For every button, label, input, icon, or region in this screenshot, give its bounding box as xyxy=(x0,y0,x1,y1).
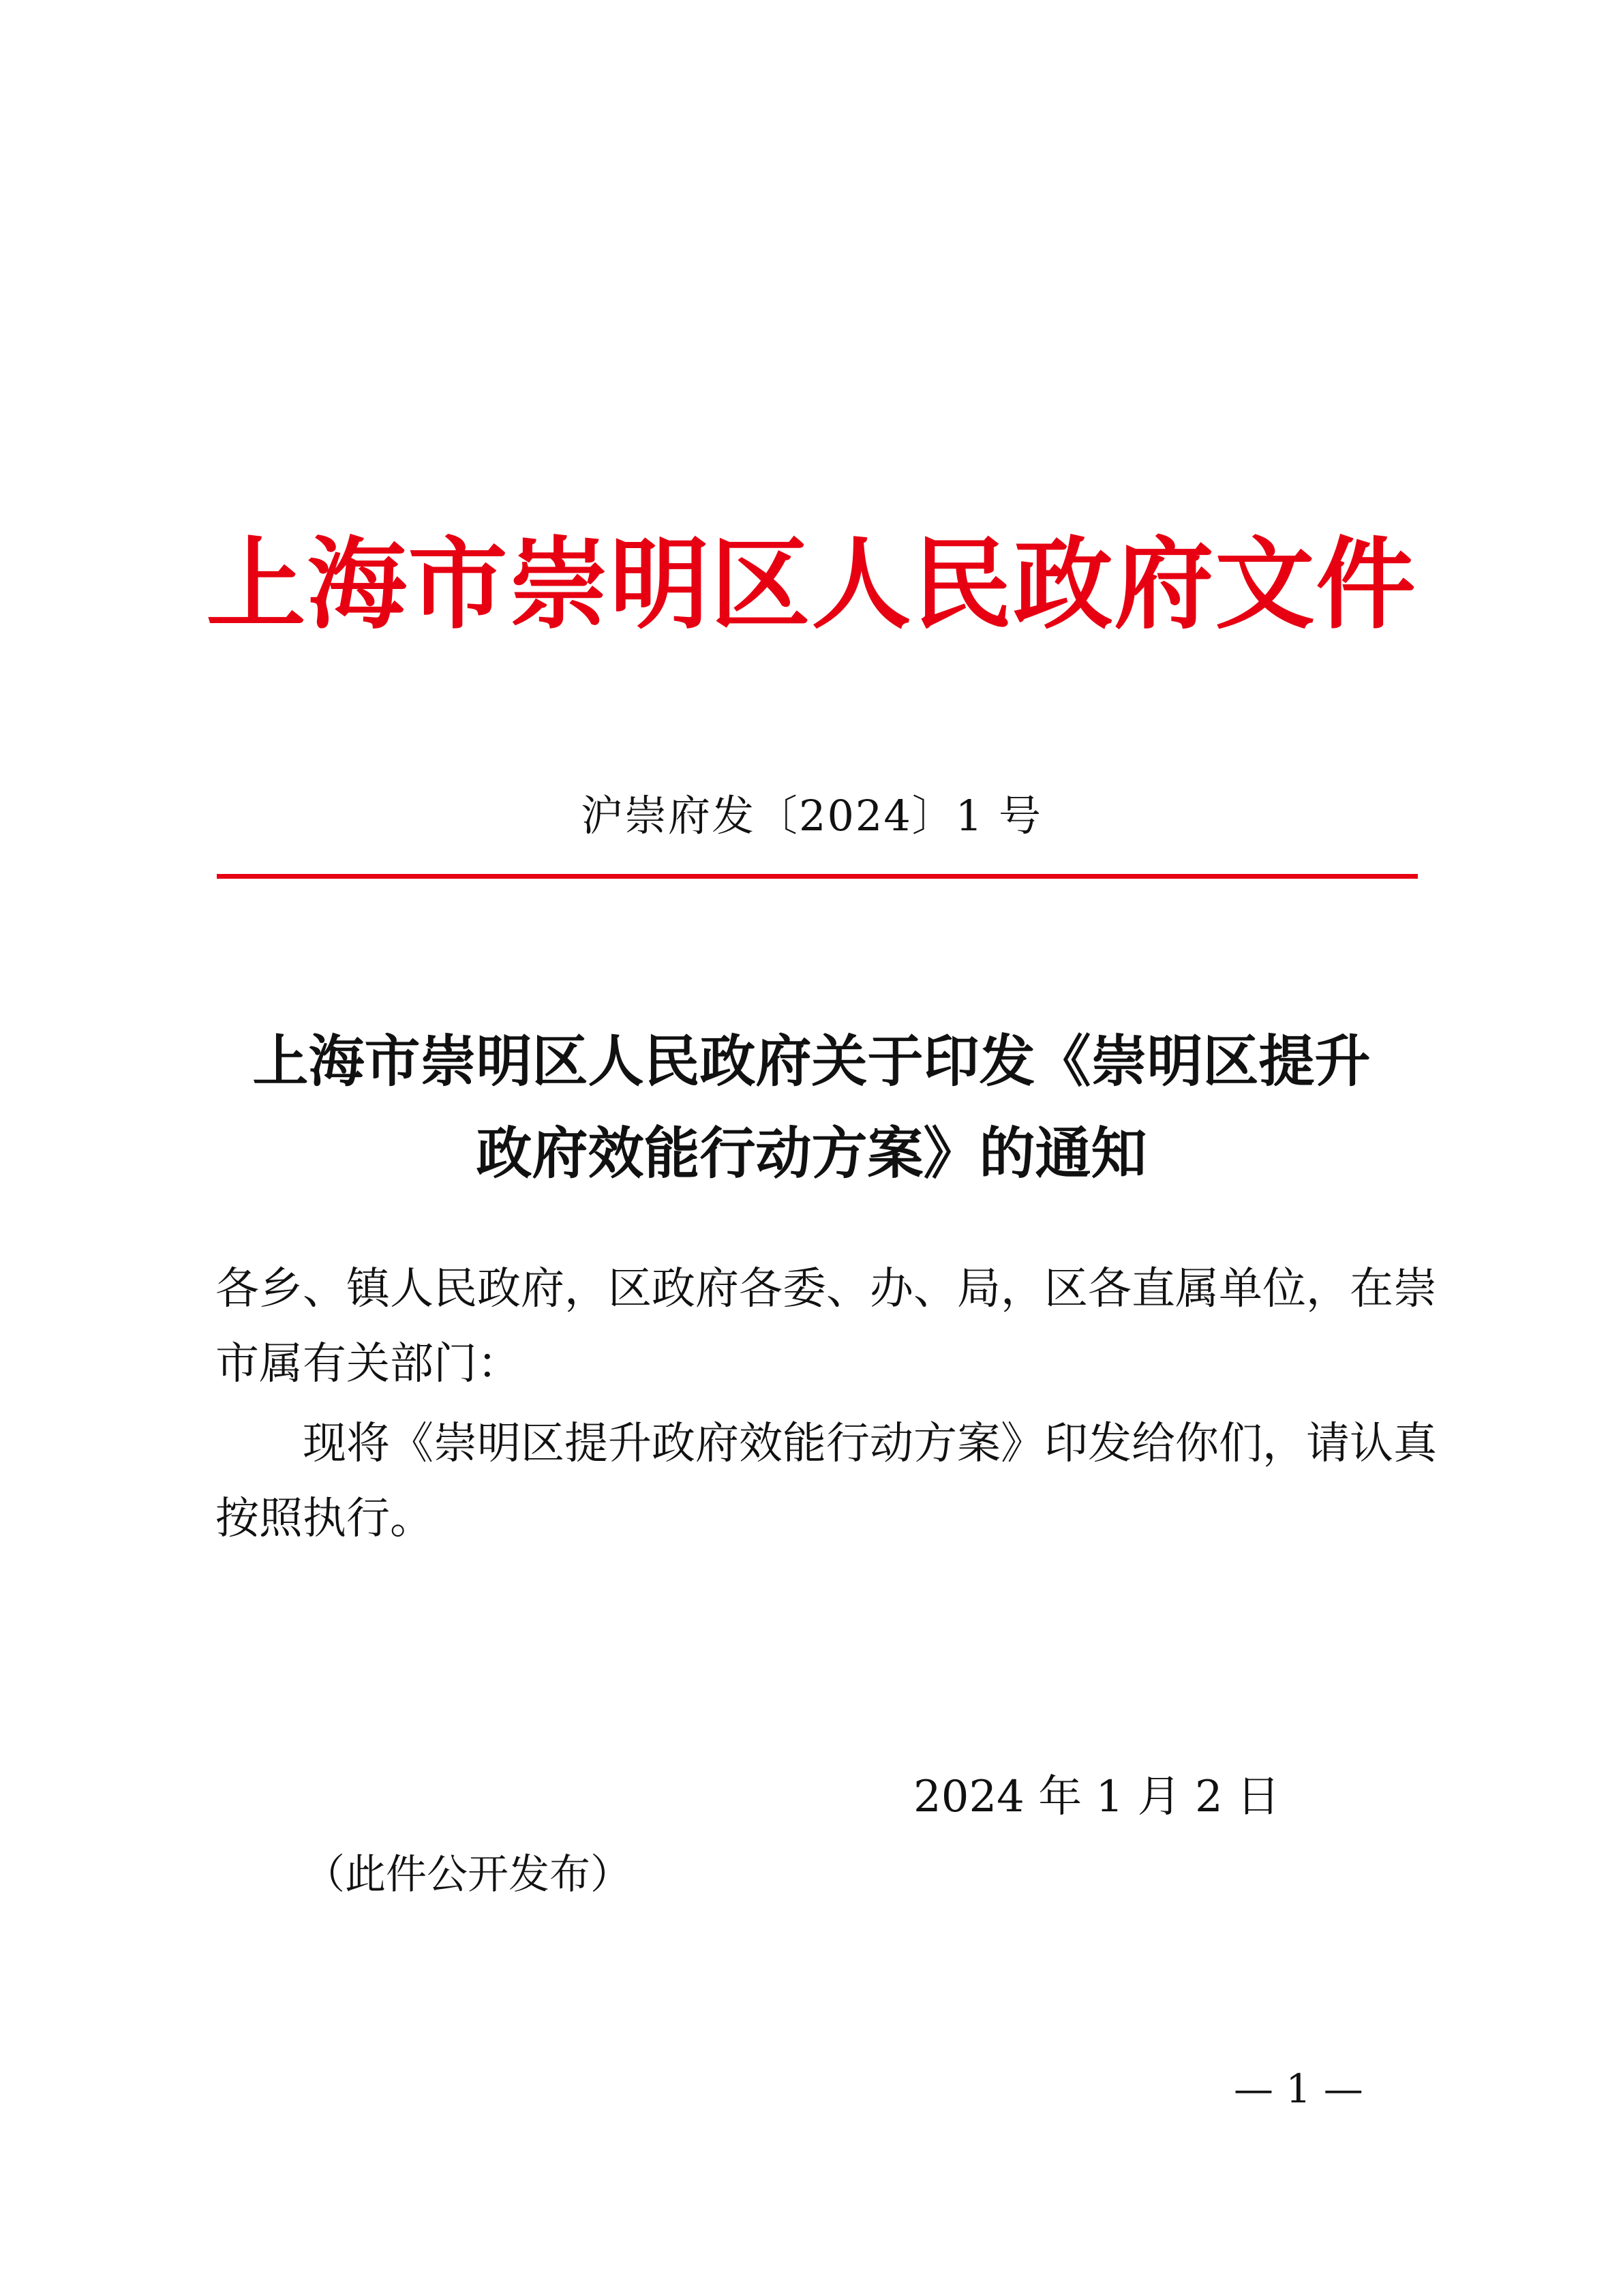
addressee xyxy=(215,1252,1437,1402)
release-note: （此件公开发布） xyxy=(304,1851,631,1899)
red-separator-line xyxy=(217,874,1418,879)
addressee-line-1: 各乡、镇人民政府，区政府各委、办、局，区各直属单位，在崇 xyxy=(215,1264,1437,1314)
document-masthead: 上海市崇明区人民政府文件 xyxy=(206,526,1417,643)
notice-title xyxy=(204,1016,1419,1200)
document-number: 沪崇府发〔2024〕1 号 xyxy=(581,791,1042,841)
addressee-line-2: 市属有关部门： xyxy=(215,1339,521,1389)
notice-title-line-2: 政府效能行动方案》的通知 xyxy=(476,1121,1147,1186)
notice-title-line-1: 上海市崇明区人民政府关于印发《崇明区提升 xyxy=(252,1029,1371,1094)
body-line-2: 按照执行。 xyxy=(215,1494,434,1544)
body-paragraph xyxy=(215,1406,1437,1556)
body-line-1: 现将《崇明区提升政府效能行动方案》印发给你们，请认真 xyxy=(303,1419,1437,1469)
issue-date: 2024 年 1 月 2 日 xyxy=(913,1772,1281,1822)
page-number: — 1 — xyxy=(1234,2066,1363,2112)
